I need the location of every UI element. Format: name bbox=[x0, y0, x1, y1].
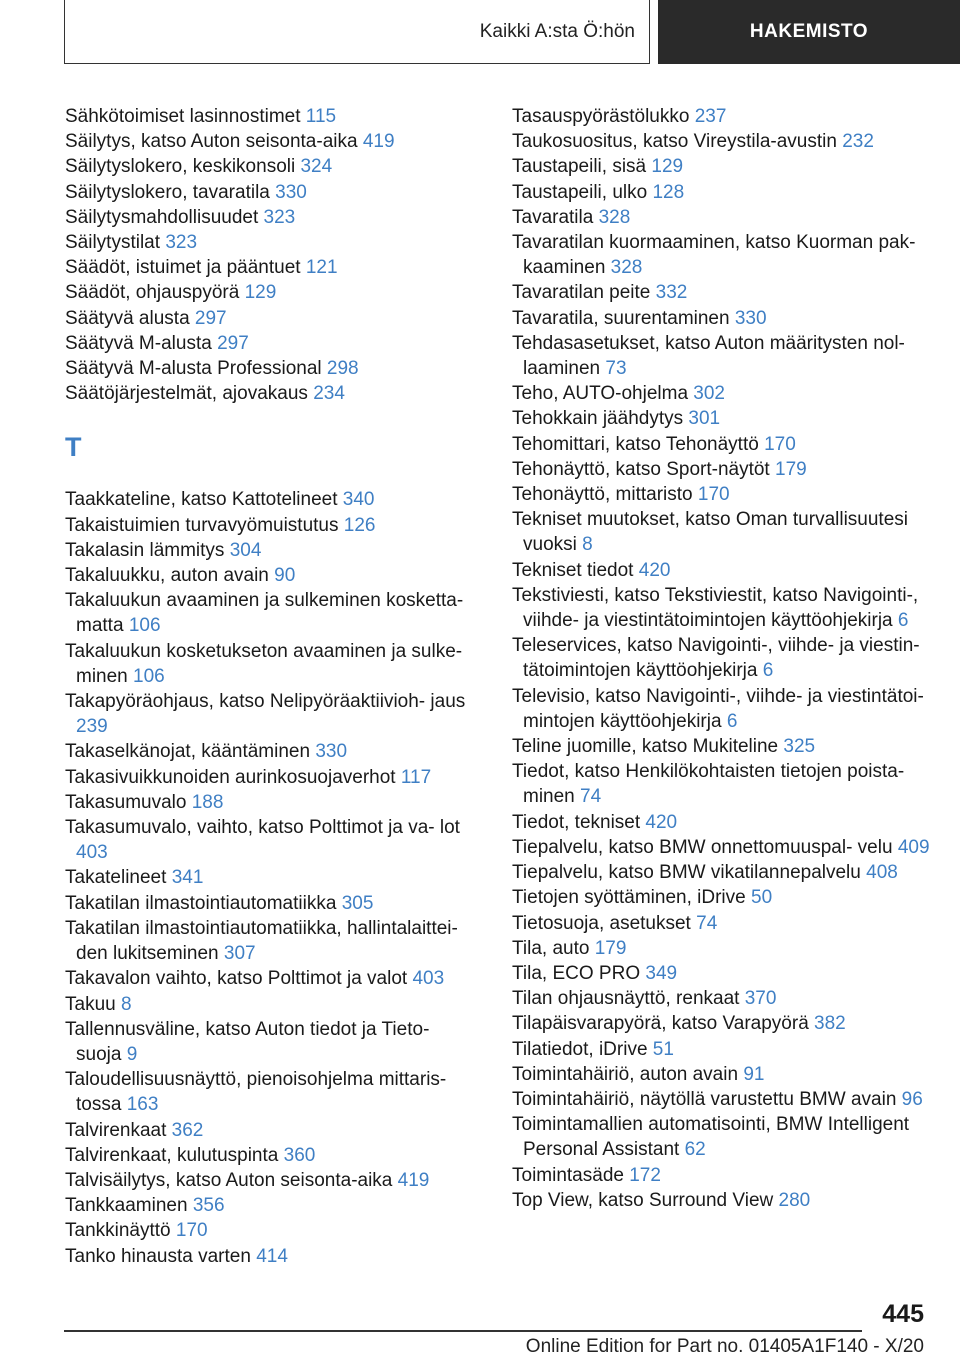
index-entry bbox=[512, 381, 932, 406]
index-title-label: HAKEMISTO bbox=[749, 21, 869, 42]
index-entry bbox=[65, 639, 475, 689]
index-entry-text: Tekstiviesti, katso Tekstiviestit, katso Navigointi-, viihde- ja viestintätoimintojen käyttöohjekirja bbox=[512, 584, 919, 632]
index-entry bbox=[512, 1087, 932, 1112]
index-entry-page-link[interactable]: 179 bbox=[594, 937, 627, 959]
index-entry-page-link[interactable]: 302 bbox=[693, 383, 725, 405]
index-entry-text: Takasivuikkunoiden aurinkosuojaverhot bbox=[65, 766, 396, 788]
index-entry bbox=[65, 513, 475, 538]
index-entry bbox=[512, 911, 932, 936]
index-entry-text: Tehokkain jäähdytys bbox=[512, 408, 684, 430]
index-entry bbox=[512, 331, 932, 381]
index-entry-text: Tavaratilan kuormaaminen, katso Kuorman pak‐ kaaminen bbox=[512, 232, 916, 279]
index-entry-page-link[interactable]: 403 bbox=[412, 968, 445, 990]
index-entry-page-link[interactable]: 304 bbox=[229, 539, 262, 561]
index-entry-text: Tallennusväline, katso Auton tiedot ja Tieto‐ suoja bbox=[65, 1018, 430, 1065]
edition-footer: Online Edition for Part no. 01405A1F140 - X/20 bbox=[525, 1336, 924, 1357]
index-column-left bbox=[65, 104, 475, 1269]
index-entry-page-link[interactable]: 239 bbox=[76, 716, 108, 738]
index-list-t-entries-continued bbox=[512, 104, 932, 1213]
index-entry-page-link[interactable]: 106 bbox=[128, 615, 161, 637]
index-entry-page-link[interactable]: 128 bbox=[652, 181, 685, 203]
index-entry bbox=[512, 180, 932, 205]
index-entry bbox=[65, 992, 475, 1017]
index-entry-page-link[interactable]: 324 bbox=[300, 156, 333, 178]
index-entry-page-link[interactable]: 6 bbox=[897, 610, 909, 632]
index-list-t-entries bbox=[65, 487, 475, 1268]
index-entry-text: Teleservices, katso Navigointi-, viihde- ja viestin‐ tätoimintojen käyttöohjekirja bbox=[512, 635, 920, 682]
index-entry-text: Säilytystilat bbox=[65, 232, 161, 254]
section-tab bbox=[64, 0, 650, 64]
index-entry-page-link[interactable]: 419 bbox=[397, 1169, 430, 1191]
index-entry-text: Tiedot, katso Henkilökohtaisten tietojen poista‐ minen bbox=[512, 761, 905, 808]
index-entry-text: Teho, AUTO-ohjelma bbox=[512, 383, 689, 405]
index-entry-page-link[interactable]: 382 bbox=[814, 1013, 846, 1035]
index-entry-page-link[interactable]: 362 bbox=[171, 1119, 204, 1141]
index-entry bbox=[65, 916, 475, 966]
index-entry-text: Takasumuvalo bbox=[65, 791, 187, 813]
index-entry-text: Takatilan ilmastointiautomatiikka, hallintalaittei‐ den lukitseminen bbox=[65, 917, 458, 965]
section-tab-label: Kaikki A:sta Ö:hön bbox=[479, 20, 635, 42]
index-entry-page-link[interactable]: 297 bbox=[194, 307, 227, 329]
index-entry-page-link[interactable]: 332 bbox=[655, 282, 688, 304]
index-entry-page-link[interactable]: 129 bbox=[651, 156, 684, 178]
index-entry bbox=[65, 306, 475, 331]
index-entry-page-link[interactable]: 330 bbox=[275, 181, 307, 203]
index-entry-page-link[interactable]: 126 bbox=[343, 514, 376, 536]
index-entry-page-link[interactable]: 73 bbox=[605, 358, 627, 380]
index-entry-text: Toimintahäiriö, auton avain bbox=[512, 1063, 739, 1085]
index-entry bbox=[512, 885, 932, 910]
index-entry bbox=[65, 356, 475, 381]
index-entry-page-link[interactable]: 6 bbox=[762, 660, 774, 682]
index-entry bbox=[65, 689, 475, 739]
index-entry bbox=[512, 1037, 932, 1062]
index-entry-text: Tila, auto bbox=[512, 937, 590, 959]
index-entry-text: Tietosuoja, asetukset bbox=[512, 912, 691, 934]
index-entry-page-link[interactable]: 90 bbox=[274, 565, 296, 587]
index-entry-text: Tehonäyttö, katso Sport-näytöt bbox=[512, 458, 770, 480]
index-entry-page-link[interactable]: 179 bbox=[775, 458, 807, 480]
index-entry-text: Takatilan ilmastointiautomatiikka bbox=[65, 892, 337, 914]
index-entry-text: Säätyvä M-alusta Professional bbox=[65, 358, 322, 380]
index-list-s-entries bbox=[65, 104, 475, 406]
index-entry bbox=[65, 739, 475, 764]
index-entry-text: Tilan ohjausnäyttö, renkaat bbox=[512, 988, 740, 1010]
index-entry bbox=[65, 563, 475, 588]
index-entry bbox=[65, 765, 475, 790]
index-entry-page-link[interactable]: 8 bbox=[582, 534, 593, 556]
index-entry-text: Taakkateline, katso Kattotelineet bbox=[65, 489, 338, 511]
index-entry bbox=[65, 815, 475, 865]
index-entry-text: Toimintasäde bbox=[512, 1164, 624, 1186]
index-entry-page-link[interactable]: 51 bbox=[652, 1038, 674, 1060]
index-entry bbox=[512, 280, 932, 305]
index-entry-text: Tekniset tiedot bbox=[512, 559, 634, 581]
index-entry bbox=[65, 865, 475, 890]
index-entry-text: Takaselkänojat, kääntäminen bbox=[65, 741, 311, 763]
index-title-tab bbox=[658, 0, 960, 64]
index-entry-page-link[interactable]: 170 bbox=[175, 1220, 208, 1242]
index-entry-page-link[interactable]: 9 bbox=[126, 1043, 138, 1065]
index-entry-page-link[interactable]: 307 bbox=[223, 943, 256, 965]
index-entry bbox=[65, 1143, 475, 1168]
index-entry bbox=[65, 588, 475, 638]
index-entry bbox=[512, 558, 932, 583]
index-entry bbox=[512, 457, 932, 482]
index-entry bbox=[65, 381, 475, 406]
index-entry-page-link[interactable]: 170 bbox=[697, 484, 730, 506]
index-entry-page-link[interactable]: 356 bbox=[192, 1195, 225, 1217]
index-entry-page-link[interactable]: 121 bbox=[305, 257, 338, 279]
index-entry-page-link[interactable]: 232 bbox=[842, 131, 874, 153]
index-entry-text: Talvirenkaat, kulutuspinta bbox=[65, 1144, 279, 1166]
index-entry-page-link[interactable]: 408 bbox=[866, 862, 898, 884]
index-entry-text: Säilytyslokero, keskikonsoli bbox=[65, 156, 296, 178]
index-entry bbox=[512, 734, 932, 759]
index-entry-page-link[interactable]: 349 bbox=[645, 962, 678, 984]
index-entry bbox=[512, 684, 932, 734]
index-entry-page-link[interactable]: 74 bbox=[580, 786, 602, 808]
index-entry-text: Tekniset muutokset, katso Oman turvallisuutesi vuoksi bbox=[512, 509, 909, 556]
index-entry bbox=[512, 583, 932, 633]
index-entry-text: Tavaratilan peite bbox=[512, 282, 651, 304]
index-entry-text: Tila, ECO PRO bbox=[512, 962, 641, 984]
index-entry-page-link[interactable]: 325 bbox=[783, 736, 816, 758]
index-entry-page-link[interactable]: 117 bbox=[400, 766, 432, 788]
index-entry-text: Takasumuvalo, vaihto, katso Polttimot ja va‐ lot bbox=[65, 817, 460, 839]
index-entry-page-link[interactable]: 8 bbox=[120, 993, 132, 1015]
index-entry bbox=[65, 205, 475, 230]
index-entry-text: Toimintahäiriö, näytöllä varustettu BMW avain bbox=[512, 1088, 897, 1110]
index-entry bbox=[65, 1118, 475, 1143]
index-entry bbox=[512, 860, 932, 885]
index-entry-text: Sähkötoimiset lasinnostimet bbox=[65, 106, 301, 127]
index-entry-page-link[interactable]: 6 bbox=[726, 710, 738, 732]
index-entry bbox=[512, 205, 932, 230]
index-entry-text: Säätöjärjestelmät, ajovakaus bbox=[65, 383, 308, 405]
index-entry bbox=[512, 1112, 932, 1162]
index-entry-page-link[interactable]: 280 bbox=[778, 1189, 811, 1211]
index-entry-text: Säädöt, ohjauspyörä bbox=[65, 282, 240, 304]
index-entry-text: Tietojen syöttäminen, iDrive bbox=[512, 887, 746, 909]
index-entry bbox=[65, 966, 475, 991]
index-entry bbox=[65, 1168, 475, 1193]
index-entry-text: Säilytyslokero, tavaratila bbox=[65, 181, 270, 203]
index-entry-page-link[interactable]: 328 bbox=[610, 257, 643, 279]
index-entry bbox=[65, 487, 475, 512]
index-entry-text: Talvirenkaat bbox=[65, 1119, 167, 1141]
index-entry-page-link[interactable]: 323 bbox=[263, 206, 296, 228]
index-entry bbox=[512, 129, 932, 154]
index-entry-page-link[interactable]: 328 bbox=[598, 206, 631, 228]
index-entry bbox=[512, 936, 932, 961]
index-entry bbox=[65, 129, 475, 154]
index-entry-text: Toimintamallien automatisointi, BMW Intelligent Personal Assistant bbox=[512, 1114, 910, 1161]
index-entry-page-link[interactable]: 409 bbox=[897, 836, 930, 858]
index-entry-page-link[interactable]: 330 bbox=[734, 307, 767, 329]
index-entry-text: Teline juomille, katso Mukiteline bbox=[512, 736, 779, 758]
index-entry bbox=[512, 154, 932, 179]
page-number: 445 bbox=[882, 1300, 924, 1328]
index-entry-page-link[interactable]: 403 bbox=[76, 842, 108, 864]
index-entry bbox=[512, 810, 932, 835]
index-entry-text: Taustapeili, sisä bbox=[512, 156, 647, 178]
index-entry-text: Tiepalvelu, katso BMW onnettomuuspal‐ velu bbox=[512, 836, 893, 858]
index-entry-text: Tavaratila, suurentaminen bbox=[512, 307, 730, 329]
index-entry-page-link[interactable]: 129 bbox=[244, 282, 277, 304]
index-entry bbox=[512, 406, 932, 431]
index-entry bbox=[65, 255, 475, 280]
index-entry-page-link[interactable]: 298 bbox=[326, 358, 359, 380]
index-entry-text: Televisio, katso Navigointi-, viihde- ja viestintätoi‐ mintojen käyttöohjekirja bbox=[512, 685, 924, 732]
index-entry-text: Säilytysmahdollisuudet bbox=[65, 206, 259, 228]
index-entry-page-link[interactable]: 170 bbox=[764, 433, 796, 455]
index-entry-text: Tilatiedot, iDrive bbox=[512, 1038, 648, 1060]
index-entry-text: Tehdasasetukset, katso Auton määritysten nol‐ laaminen bbox=[512, 332, 905, 380]
section-letter-heading: T bbox=[65, 432, 82, 463]
index-entry-text: Takuu bbox=[65, 993, 116, 1015]
index-entry bbox=[65, 538, 475, 563]
index-entry-page-link[interactable]: 62 bbox=[684, 1139, 706, 1161]
index-entry-text: Tankkinäyttö bbox=[65, 1220, 171, 1242]
index-entry-text: Säätyvä M-alusta bbox=[65, 332, 212, 354]
index-entry-text: Tehonäyttö, mittaristo bbox=[512, 484, 693, 506]
index-entry-page-link[interactable]: 237 bbox=[694, 106, 727, 127]
index-entry-text: Tehomittari, katso Tehonäyttö bbox=[512, 433, 759, 455]
index-entry bbox=[65, 280, 475, 305]
index-entry-page-link[interactable]: 163 bbox=[126, 1094, 159, 1116]
index-entry bbox=[512, 759, 932, 809]
index-entry-text: Tanko hinausta varten bbox=[65, 1245, 251, 1267]
index-entry bbox=[512, 507, 932, 557]
index-entry-page-link[interactable]: 420 bbox=[645, 811, 678, 833]
index-entry-text: Säilytys, katso Auton seisonta-aika bbox=[65, 131, 358, 153]
index-entry bbox=[512, 104, 932, 129]
index-entry-text: Takaluukun kosketukseton avaaminen ja sulke‐ minen bbox=[65, 640, 463, 687]
index-entry-page-link[interactable]: 96 bbox=[901, 1088, 923, 1110]
index-entry-page-link[interactable]: 330 bbox=[315, 741, 348, 763]
index-entry bbox=[512, 1011, 932, 1036]
index-entry bbox=[65, 790, 475, 815]
index-entry-page-link[interactable]: 115 bbox=[305, 106, 337, 127]
index-entry-text: Tiepalvelu, katso BMW vikatilannepalvelu bbox=[512, 862, 861, 884]
index-entry-page-link[interactable]: 234 bbox=[313, 383, 345, 405]
index-entry bbox=[512, 306, 932, 331]
index-entry-page-link[interactable]: 172 bbox=[629, 1164, 661, 1186]
index-entry bbox=[65, 230, 475, 255]
index-entry-page-link[interactable]: 305 bbox=[341, 892, 374, 914]
index-entry bbox=[65, 1218, 475, 1243]
index-entry bbox=[65, 1193, 475, 1218]
index-entry-page-link[interactable]: 106 bbox=[133, 665, 165, 687]
index-entry-text: Talvisäilytys, katso Auton seisonta-aika bbox=[65, 1169, 393, 1191]
index-entry-text: Taloudellisuusnäyttö, pienoisohjelma mittaris‐ tossa bbox=[65, 1069, 447, 1116]
index-entry-text: Takaistuimien turvavyömuistutus bbox=[65, 514, 339, 536]
index-entry-page-link[interactable]: 360 bbox=[283, 1144, 316, 1166]
index-entry bbox=[65, 180, 475, 205]
index-entry-text: Takatelineet bbox=[65, 867, 167, 889]
index-entry bbox=[512, 1188, 932, 1213]
index-entry-page-link[interactable]: 74 bbox=[696, 912, 718, 934]
footer-divider bbox=[64, 1330, 862, 1332]
index-entry bbox=[512, 482, 932, 507]
index-entry-page-link[interactable]: 297 bbox=[217, 332, 249, 354]
index-entry-text: Takalasin lämmitys bbox=[65, 539, 225, 561]
index-entry-page-link[interactable]: 188 bbox=[191, 791, 224, 813]
index-entry-text: Taukosuositus, katso Vireystila-avustin bbox=[512, 131, 837, 153]
index-entry bbox=[65, 331, 475, 356]
index-entry bbox=[65, 891, 475, 916]
index-entry-page-link[interactable]: 419 bbox=[362, 131, 395, 153]
index-entry bbox=[512, 961, 932, 986]
index-entry bbox=[65, 104, 475, 129]
index-entry-text: Tasauspyörästölukko bbox=[512, 106, 690, 127]
index-entry bbox=[65, 1067, 475, 1117]
index-entry bbox=[512, 1062, 932, 1087]
index-entry-text: Tilapäisvarapyörä, katso Varapyörä bbox=[512, 1013, 809, 1035]
index-entry bbox=[512, 432, 932, 457]
index-entry-text: Tiedot, tekniset bbox=[512, 811, 641, 833]
index-entry-text: Takaluukun avaaminen ja sulkeminen kosketta‐ matta bbox=[65, 590, 464, 637]
index-column-right bbox=[512, 104, 932, 1213]
index-entry-text: Takaluukku, auton avain bbox=[65, 565, 269, 587]
index-entry-text: Top View, katso Surround View bbox=[512, 1189, 774, 1211]
index-entry-text: Takapyöräohjaus, katso Nelipyöräaktiivioh‐ jaus bbox=[65, 691, 466, 713]
index-entry-text: Takavalon vaihto, katso Polttimot ja valot bbox=[65, 968, 408, 990]
index-entry-page-link[interactable]: 341 bbox=[171, 867, 204, 889]
index-entry bbox=[512, 230, 932, 280]
index-entry bbox=[512, 986, 932, 1011]
index-entry-text: Tavaratila bbox=[512, 206, 594, 228]
index-entry-text: Tankkaaminen bbox=[65, 1195, 188, 1217]
index-entry-text: Säädöt, istuimet ja pääntuet bbox=[65, 257, 301, 279]
index-entry bbox=[65, 1017, 475, 1067]
index-entry-page-link[interactable]: 301 bbox=[688, 408, 721, 430]
index-entry bbox=[512, 835, 932, 860]
index-entry bbox=[512, 1163, 932, 1188]
index-entry bbox=[512, 633, 932, 683]
index-entry-text: Taustapeili, ulko bbox=[512, 181, 648, 203]
index-entry-page-link[interactable]: 340 bbox=[342, 489, 375, 511]
index-entry-page-link[interactable]: 370 bbox=[744, 988, 777, 1010]
index-entry bbox=[65, 154, 475, 179]
index-entry-page-link[interactable]: 50 bbox=[751, 887, 773, 909]
index-entry bbox=[65, 1244, 475, 1269]
page-header bbox=[0, 0, 960, 68]
index-entry-text: Säätyvä alusta bbox=[65, 307, 190, 329]
index-entry-page-link[interactable]: 414 bbox=[256, 1245, 288, 1267]
index-entry-page-link[interactable]: 420 bbox=[638, 559, 671, 581]
index-entry-page-link[interactable]: 323 bbox=[165, 232, 198, 254]
index-entry-page-link[interactable]: 91 bbox=[743, 1063, 765, 1085]
